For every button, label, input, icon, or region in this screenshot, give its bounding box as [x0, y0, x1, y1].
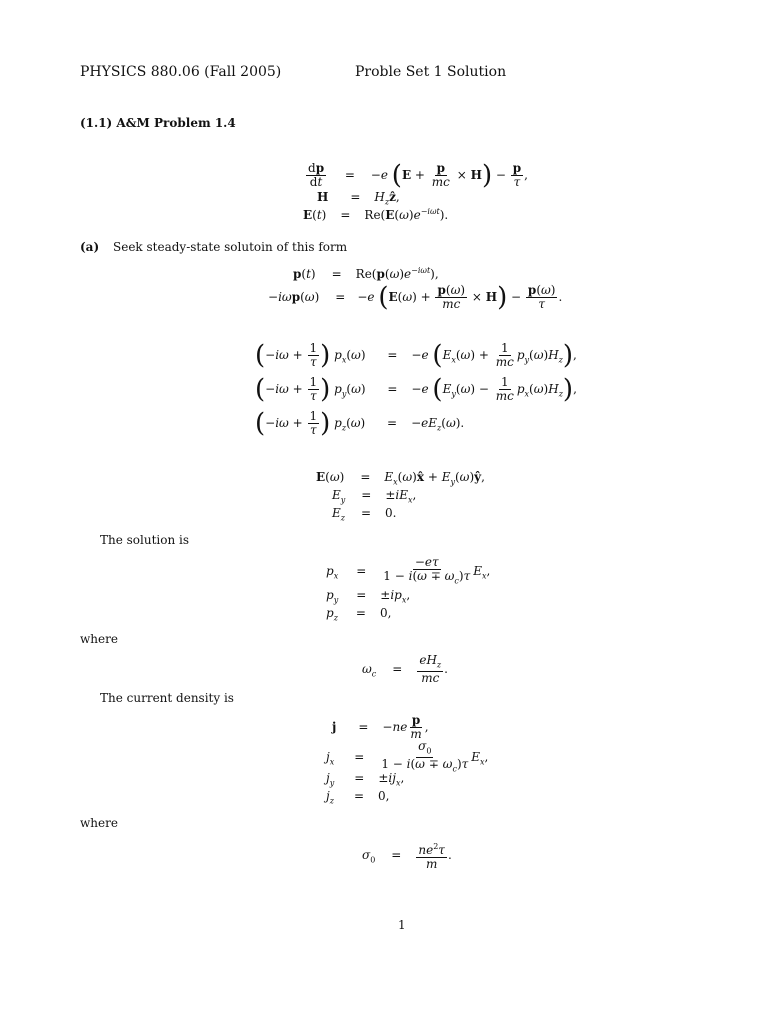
text-solution-is: The solution is — [100, 533, 190, 547]
equation-Ez: $E_z = 0$. — [332, 506, 397, 523]
header-title: Proble Set 1 Solution — [355, 64, 507, 80]
part-a-intro: Seek steady-state solutoin of this form — [113, 240, 348, 254]
equation-jz: $j_z = 0$, — [326, 789, 390, 806]
equation-sigma0: $\sigma_0$ = $\frac{ne^2\tau}{m}$ . — [362, 842, 452, 871]
equation-neg-iwp: −iωp(ω) = −e (E(ω) + $\frac{p(\omega)}{mc}$ × H) − $\frac{p(\omega)}{\tau}$ . — [268, 282, 563, 313]
equation-solution-pz: $p_z = 0$, — [326, 606, 392, 623]
equation-p-t: $p(t) = Re(p(\omega)e^{-i\omega t})$, — [293, 266, 439, 281]
equation-pz: (−iω + $\frac{1}{\tau}$ ) $p_z(\omega) = -eE_z(\omega)$. — [255, 408, 465, 439]
equation-E-t: $E(t) = Re(E(\omega)e^{-i\omega t})$. — [303, 207, 449, 222]
text-where-2: where — [80, 816, 118, 830]
equation-j: j = −ne $\frac{p}{m}$ , — [332, 713, 429, 741]
equation-omega-c: $\omega_c$ = $\frac{eH_z}{mc}$ . — [362, 653, 448, 686]
equation-E-omega: $E(\omega) = E_x(\omega)x̂$ + $E_y(\omega)ŷ$, — [316, 470, 485, 487]
header-course: PHYSICS 880.06 (Fall 2005) — [80, 64, 282, 80]
equation-dp-dt: $\frac{dp}{dt}$ = −e (E + $\frac{p}{mc}$ × H) − $\frac{p}{\tau}$ , — [308, 160, 528, 191]
text-where-1: where — [80, 632, 118, 646]
page-number: 1 — [398, 918, 406, 932]
equation-jy: $j_y = \pm ij_x$, — [326, 771, 405, 788]
equation-Ey: $E_y = \pm iE_x$, — [332, 488, 417, 505]
equation-px: (−iω + $\frac{1}{\tau}$ ) $p_x(\omega) = -e$ ($E_x(\omega)$ + $\frac{1}{mc}$ $p_y(\omega)H_z$), — [255, 340, 577, 371]
equation-H: $H = H_zẑ$, — [317, 190, 400, 207]
equation-py: (−iω + $\frac{1}{\tau}$ ) $p_y(\omega) = -e$ ($E_y(\omega)$ − $\frac{1}{mc}$ $p_x(\omega)H_z$), — [255, 374, 577, 405]
equation-solution-py: $p_y = \pm ip_x$, — [326, 588, 411, 605]
part-a-label: (a) — [80, 240, 100, 254]
equation-solution-px: $p_x$ = $\frac{-e\tau}{1 - i(\omega \mp \omega_c)\tau}$ $E_x$, — [326, 555, 491, 586]
equation-jx: $j_x$ = $\frac{\sigma_0}{1 - i(\omega \mp \omega_c)\tau}$ $E_x$, — [326, 739, 489, 774]
problem-heading: (1.1) A&M Problem 1.4 — [80, 116, 236, 130]
text-current-density-is: The current density is — [100, 691, 234, 705]
